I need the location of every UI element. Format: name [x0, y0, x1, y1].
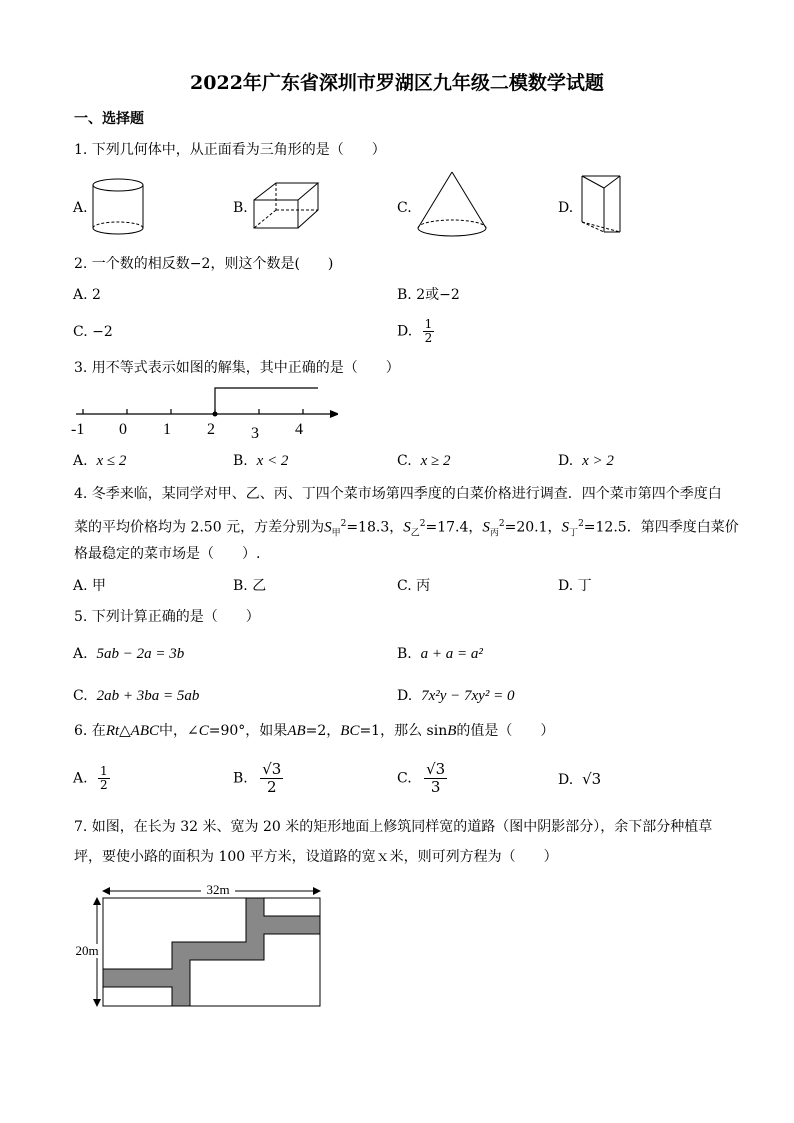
q5-option-c	[73, 686, 199, 706]
q6-option-d-value: √3	[582, 770, 602, 788]
q6-angle-b: B	[447, 723, 457, 739]
q4-value-yi: =17.4，	[425, 519, 483, 536]
q6-pre: 6. 在	[74, 723, 106, 739]
page-title: 2022年广东省深圳市罗湖区九年级二模数学试题	[190, 72, 604, 94]
q1-option-b-label: B.	[233, 200, 248, 216]
q3-option-b-label: B.	[233, 453, 248, 469]
q2-fraction-numerator: 1	[424, 317, 433, 331]
q2-fraction	[423, 318, 435, 345]
q5-option-a-label: A.	[73, 646, 88, 662]
question-1-text: 1. 下列几何体中，从正面看为三角形的是（ ）	[74, 142, 386, 158]
q2-fraction-denominator: 2	[424, 331, 433, 345]
q6-option-a-fraction	[98, 765, 110, 792]
q1-option-d-label: D.	[558, 200, 574, 216]
section-heading: 一、选择题	[74, 111, 144, 127]
q6-b-numerator: √3	[262, 760, 282, 778]
q3-option-d-math: x > 2	[582, 453, 614, 469]
q5-option-b-label: B.	[397, 646, 412, 662]
q4-value-bing: =20.1，	[504, 519, 562, 536]
question-4-line-2: 菜的平均价格均为 2.50 元，方差分别为$S_甲^2=18.3$，$S_乙^2=17.4$，$S_丙^2=20.1$，$S_丁^2=12.5$．第四季度白菜价	[74, 519, 739, 539]
q5-option-d-label: D.	[397, 688, 413, 704]
tick-label: 0	[119, 421, 127, 438]
q6-mid3: =2，	[305, 723, 341, 739]
q6-mid4: =1，那么 sin	[359, 723, 448, 739]
question-5-text: 5. 下列计算正确的是（ ）	[74, 609, 260, 625]
tick-label: 1	[163, 421, 171, 438]
q5-option-c-label: C.	[73, 688, 88, 704]
question-4-line-3: 格最稳定的菜市场是（ ）.	[74, 546, 261, 562]
q6-option-b-label: B.	[233, 770, 248, 787]
q6-option-b	[233, 761, 283, 796]
road-diagram	[70, 878, 326, 1012]
q6-option-c	[397, 761, 447, 796]
axis-arrow-icon	[330, 410, 338, 418]
q2-option-b: B. 2或−2	[397, 287, 460, 303]
q3-option-c-math: x ≥ 2	[420, 453, 451, 469]
q3-option-a-label: A.	[73, 453, 88, 469]
q4-sub-jia: 甲	[331, 528, 341, 539]
q5-option-c-math: 2ab + 3ba = 5ab	[96, 688, 200, 704]
q5-option-a-math: 5ab − 2a = 3b	[96, 646, 185, 662]
question-2-text: 2. 一个数的相反数−2，则这个数是( )	[74, 256, 334, 272]
q6-mid2: =90°，如果	[208, 723, 288, 739]
q3-option-d	[558, 451, 614, 471]
width-label: 20m	[75, 943, 99, 958]
q6-triangle: Rt△ABC	[105, 723, 160, 739]
q6-option-b-fraction	[260, 761, 283, 796]
tick-label: 2	[207, 421, 215, 438]
q6-a-denominator: 2	[100, 778, 108, 792]
q6-c-numerator: √3	[426, 760, 446, 778]
q4-sub-bing: 丙	[489, 528, 499, 539]
q2-option-d-label: D.	[397, 323, 413, 340]
tick-label: -1	[71, 421, 85, 438]
q5-option-d-math: 7x²y − 7xy² = 0	[421, 688, 515, 704]
length-label: 32m	[206, 882, 230, 897]
q6-a-numerator: 1	[100, 764, 108, 778]
q5-option-b	[397, 644, 483, 664]
q4-value-ding: =12.5．第四季度白菜价	[583, 519, 739, 536]
q6-side-bc: BC	[340, 723, 360, 739]
q3-option-a-math: x ≤ 2	[96, 453, 127, 469]
q4-value-jia: =18.3，	[346, 519, 404, 536]
q6-option-d	[558, 769, 601, 790]
q3-option-b-math: x < 2	[256, 453, 289, 469]
q4-sub-yi: 乙	[410, 528, 420, 539]
tick-label: 4	[295, 421, 303, 438]
q1-option-c-label: C.	[397, 200, 412, 216]
q3-option-c-label: C.	[397, 453, 412, 469]
q4-option-d: D. 丁	[558, 578, 592, 594]
q6-c-denominator: 3	[430, 778, 441, 796]
q1-option-a-label: A.	[73, 200, 88, 216]
q4-sub-ding: 丁	[569, 528, 579, 539]
q3-option-a	[73, 451, 126, 471]
cone-icon	[412, 168, 492, 244]
q3-option-d-label: D.	[558, 453, 574, 469]
question-7-line-1: 7. 如图，在长为 32 米、宽为 20 米的矩形地面上修筑同样宽的道路（图中阴影部分），余下部分种植草	[74, 819, 713, 835]
q5-option-d	[397, 686, 514, 706]
q6-b-denominator: 2	[266, 778, 277, 796]
question-6-text	[74, 721, 554, 741]
q6-option-c-label: C.	[397, 770, 412, 787]
q6-option-d-label: D.	[558, 772, 574, 788]
cuboid-icon	[250, 180, 322, 232]
q3-option-c	[397, 451, 450, 471]
q2-option-a: A. 2	[73, 287, 101, 303]
q4-option-c: C. 丙	[397, 578, 431, 594]
q6-post: 的值是（ ）	[456, 723, 555, 739]
q6-angle-c: C	[198, 723, 209, 739]
q6-mid1: 中，∠	[159, 723, 199, 739]
question-4-line-1: 4. 冬季来临，某同学对甲、乙、丙、丁四个菜市场第四季度的白菜价格进行调查．四个菜市第四个季度白	[74, 486, 722, 502]
q2-option-d	[397, 318, 434, 345]
q4-option-a: A. 甲	[73, 578, 107, 594]
cylinder-icon	[88, 176, 148, 238]
triangular-prism-icon	[576, 170, 626, 236]
q4-option-b: B. 乙	[233, 578, 267, 594]
q6-option-a	[73, 765, 110, 792]
q6-side-ab: AB	[287, 723, 306, 739]
q6-option-a-label: A.	[73, 770, 88, 787]
q6-option-c-fraction	[424, 761, 447, 796]
q3-option-b	[233, 451, 288, 471]
question-3-text: 3. 用不等式表示如图的解集，其中正确的是（ ）	[74, 360, 400, 376]
tick-label: 3	[251, 425, 259, 440]
question-7-line-2: 坪，要使小路的面积为 100 平方米，设道路的宽ｘ米，则可列方程为（ ）	[74, 849, 558, 865]
q5-option-b-math: a + a = a²	[420, 646, 483, 662]
number-line-figure	[68, 384, 338, 440]
closed-endpoint-dot	[213, 412, 218, 417]
q2-option-c: C. −2	[73, 324, 113, 340]
q4-intro: 菜的平均价格均为 2.50 元，方差分别为	[74, 519, 325, 536]
q5-option-a	[73, 644, 184, 664]
